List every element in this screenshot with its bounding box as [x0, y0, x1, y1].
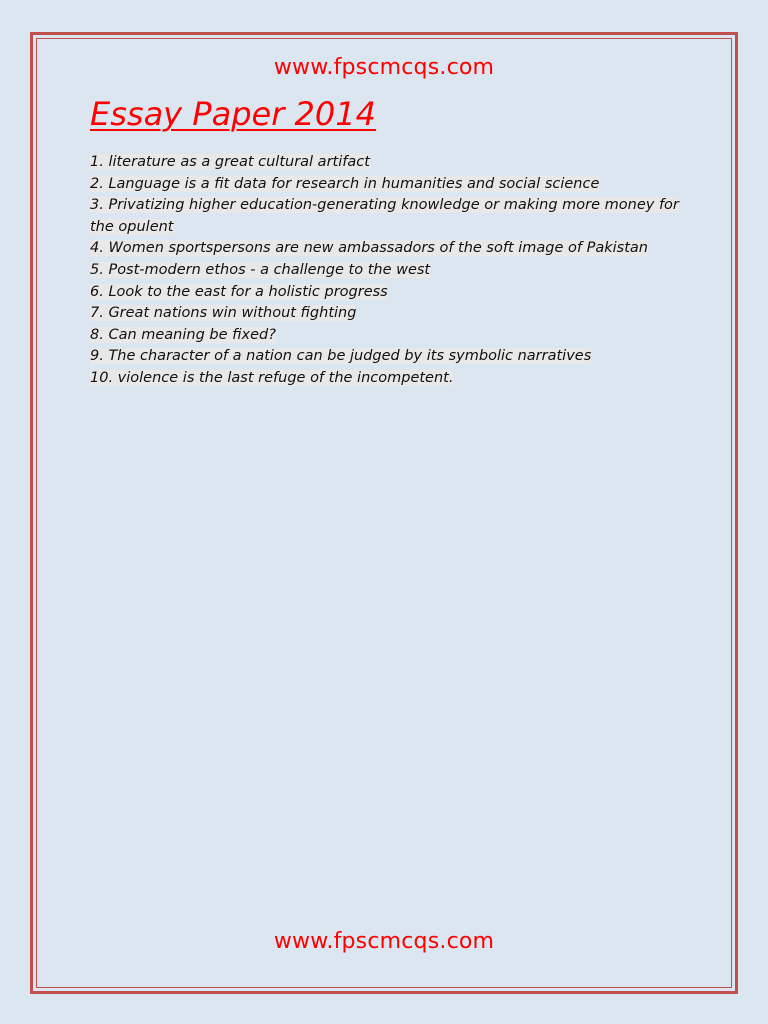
list-item [90, 238, 690, 260]
header-website-url: www.fpscmcqs.com [273, 55, 495, 80]
list-item [90, 195, 690, 238]
topic-text: 9. The character of a nation can be judged by its symbolic narratives [90, 348, 592, 365]
list-item [90, 152, 690, 174]
list-item [90, 303, 690, 325]
topic-text: 4. Women sportspersons are new ambassadors of the soft image of Pakistan [90, 240, 648, 257]
topic-text: 6. Look to the east for a holistic progress [90, 283, 388, 300]
topic-text: 2. Language is a fit data for research in humanities and social science [90, 175, 600, 192]
list-item [90, 325, 690, 347]
list-item [90, 282, 690, 304]
essay-topic-list [90, 152, 690, 390]
topic-text: 3. Privatizing higher education-generating knowledge or making more money for the opulent [90, 197, 679, 235]
topic-text: 10. violence is the last refuge of the incompetent. [90, 369, 454, 386]
list-item [90, 174, 690, 196]
topic-text: 1. literature as a great cultural artifact [90, 154, 370, 170]
list-item [90, 346, 690, 368]
page-title: Essay Paper 2014 [90, 95, 376, 133]
topic-text: 5. Post-modern ethos - a challenge to the west [90, 261, 431, 278]
list-item [90, 260, 690, 282]
topic-text: 7. Great nations win without fighting [90, 305, 357, 322]
footer-website-url: www.fpscmcqs.com [273, 929, 495, 954]
list-item [90, 368, 690, 390]
topic-text: 8. Can meaning be fixed? [90, 326, 276, 343]
